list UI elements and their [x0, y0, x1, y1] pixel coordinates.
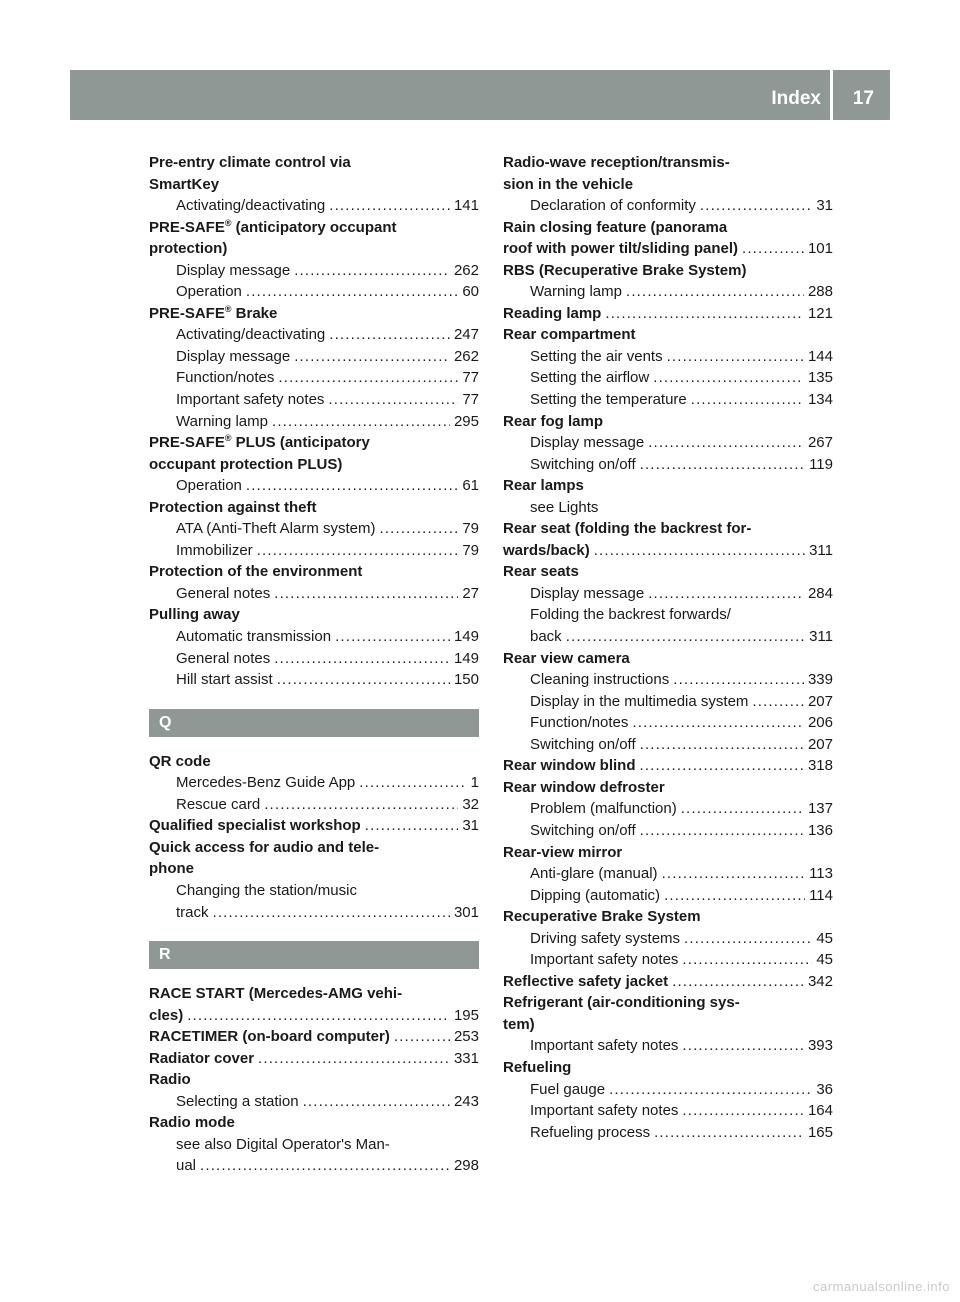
- index-entry[interactable]: [149, 1026, 479, 1048]
- index-entry: [503, 842, 833, 864]
- index-subentry[interactable]: [503, 346, 833, 368]
- page-reference[interactable]: 247: [453, 326, 479, 344]
- index-block-q: [149, 751, 479, 923]
- entry-text: Rear fog lamp: [503, 412, 604, 430]
- leader-dots: [246, 281, 458, 303]
- leader-dots: [200, 1155, 450, 1177]
- leader-dots: [609, 1079, 812, 1101]
- index-subentry[interactable]: [503, 432, 833, 454]
- page-reference[interactable]: 1: [470, 774, 479, 792]
- page-reference[interactable]: 311: [809, 541, 833, 559]
- leader-dots: [274, 648, 450, 670]
- page-reference[interactable]: 164: [807, 1102, 833, 1120]
- index-subentry: [503, 604, 833, 626]
- index-entry[interactable]: [503, 303, 833, 325]
- entry-text: Activating/deactivating: [176, 326, 326, 344]
- entry-text: Rescue card: [176, 795, 261, 813]
- index-entry: [503, 561, 833, 583]
- entry-text: Important safety notes: [176, 391, 325, 409]
- entry-text: Folding the backrest forwards/: [530, 606, 731, 624]
- index-entry: [503, 1014, 833, 1036]
- page-reference[interactable]: 113: [809, 865, 833, 883]
- leader-dots: [672, 971, 804, 993]
- entry-text: RACETIMER (on-board computer): [149, 1028, 390, 1046]
- index-entry: [503, 992, 833, 1014]
- index-entry: [149, 174, 479, 196]
- entry-text: Display message: [176, 347, 291, 365]
- entry-text: see Lights: [530, 498, 599, 516]
- leader-dots: [359, 772, 466, 794]
- entry-text: Cleaning instructions: [530, 671, 670, 689]
- index-entry: [149, 454, 479, 476]
- entry-text: Selecting a station: [176, 1092, 299, 1110]
- leader-dots: [640, 755, 804, 777]
- entry-text: Display message: [530, 434, 645, 452]
- entry-text: Radiator cover: [149, 1049, 255, 1067]
- index-subentry[interactable]: [149, 794, 479, 816]
- index-subentry[interactable]: [503, 949, 833, 971]
- index-subentry[interactable]: [503, 669, 833, 691]
- leader-dots: [662, 863, 806, 885]
- index-subentry[interactable]: [149, 540, 479, 562]
- index-entry: [503, 260, 833, 282]
- index-subentry[interactable]: [503, 281, 833, 303]
- entry-text: Quick access for audio and tele-: [149, 838, 380, 856]
- page-reference[interactable]: 45: [816, 929, 833, 947]
- entry-text: Operation: [176, 283, 242, 301]
- page-reference[interactable]: 298: [453, 1157, 479, 1175]
- index-subentry[interactable]: [503, 626, 833, 648]
- entry-text: RBS (Recuperative Brake System): [503, 261, 747, 279]
- leader-dots: [640, 820, 804, 842]
- index-subentry[interactable]: [503, 1035, 833, 1057]
- entry-text: Rear seat (folding the backrest for-: [503, 520, 752, 538]
- index-entry: [149, 152, 479, 174]
- index-subentry[interactable]: [503, 1122, 833, 1144]
- page-reference[interactable]: 77: [462, 369, 479, 387]
- index-subentry[interactable]: [503, 1100, 833, 1122]
- entry-text: Reflective safety jacket: [503, 972, 669, 990]
- leader-dots: [294, 260, 450, 282]
- leader-dots: [274, 583, 458, 605]
- entry-text: Protection of the environment: [149, 563, 363, 581]
- page-reference[interactable]: 206: [807, 714, 833, 732]
- index-subentry[interactable]: [149, 626, 479, 648]
- entry-text: Activating/deactivating: [176, 197, 326, 215]
- entry-text: Dipping (automatic): [530, 886, 661, 904]
- index-subentry[interactable]: [149, 260, 479, 282]
- index-subentry[interactable]: [149, 518, 479, 540]
- index-entry[interactable]: [503, 755, 833, 777]
- entry-text: cles): [149, 1006, 184, 1024]
- leader-dots: [626, 281, 804, 303]
- index-subentry[interactable]: [149, 195, 479, 217]
- leader-dots: [648, 432, 804, 454]
- index-subentry[interactable]: [503, 798, 833, 820]
- leader-dots: [335, 626, 450, 648]
- index-subentry[interactable]: [503, 928, 833, 950]
- index-subentry[interactable]: [503, 389, 833, 411]
- entry-text: Driving safety systems: [530, 929, 681, 947]
- leader-dots: [257, 540, 459, 562]
- index-subentry[interactable]: [149, 389, 479, 411]
- index-entry: [149, 751, 479, 773]
- entry-text: Pre-entry climate control via: [149, 154, 351, 171]
- index-subentry[interactable]: [503, 195, 833, 217]
- index-entry: [149, 837, 479, 859]
- index-entry[interactable]: [503, 971, 833, 993]
- page-reference[interactable]: 295: [453, 412, 479, 430]
- page-header: [70, 70, 890, 120]
- page-reference[interactable]: 31: [816, 197, 833, 215]
- index-entry: [503, 777, 833, 799]
- entry-text: Warning lamp: [530, 283, 622, 301]
- index-entry: [503, 217, 833, 239]
- entry-text: Rear window blind: [503, 757, 636, 775]
- leader-dots: [681, 798, 804, 820]
- index-subentry[interactable]: [149, 902, 479, 924]
- section-heading-q: Q: [149, 709, 479, 737]
- index-entry: [503, 411, 833, 433]
- entry-text: Rear lamps: [503, 477, 584, 495]
- page-reference[interactable]: 141: [453, 197, 479, 215]
- leader-dots: [329, 324, 450, 346]
- entry-text: Function/notes: [176, 369, 275, 387]
- entry-text: roof with power tilt/sliding panel): [503, 240, 738, 258]
- index-entry: [149, 303, 479, 325]
- page-reference[interactable]: 79: [462, 520, 479, 538]
- index-subentry[interactable]: [149, 669, 479, 691]
- entry-text: Important safety notes: [530, 951, 679, 969]
- leader-dots: [187, 1005, 450, 1027]
- page-reference[interactable]: 150: [453, 671, 479, 689]
- leader-dots: [700, 195, 812, 217]
- page-reference[interactable]: 318: [807, 757, 833, 775]
- leader-dots: [278, 367, 458, 389]
- index-subentry[interactable]: [503, 691, 833, 713]
- index-entry: [503, 475, 833, 497]
- page-reference[interactable]: 262: [453, 347, 479, 365]
- index-subentry: [503, 497, 833, 519]
- entry-text: tem): [503, 1015, 535, 1033]
- entry-text: occupant protection PLUS): [149, 455, 343, 473]
- index-column-right: [503, 152, 833, 1143]
- entry-text: Rear view camera: [503, 649, 630, 667]
- entry-text: SmartKey: [149, 175, 220, 193]
- page-reference[interactable]: 243: [453, 1092, 479, 1110]
- leader-dots: [742, 238, 804, 260]
- index-subentry[interactable]: [503, 712, 833, 734]
- index-entry: [149, 217, 479, 239]
- entry-text: Setting the temperature: [530, 391, 687, 409]
- index-entry: [149, 497, 479, 519]
- entry-text: Setting the airflow: [530, 369, 650, 387]
- index-subentry[interactable]: [149, 583, 479, 605]
- index-subentry[interactable]: [503, 820, 833, 842]
- entry-text: Display in the multimedia system: [530, 692, 749, 710]
- page-reference[interactable]: 60: [462, 283, 479, 301]
- leader-dots: [682, 1100, 804, 1122]
- page-reference[interactable]: 114: [809, 886, 833, 904]
- page-reference[interactable]: 149: [453, 628, 479, 646]
- page-reference[interactable]: 262: [453, 261, 479, 279]
- index-subentry[interactable]: [503, 863, 833, 885]
- index-entry[interactable]: [149, 1005, 479, 1027]
- index-subentry[interactable]: [503, 583, 833, 605]
- entry-text: Radio mode: [149, 1114, 235, 1132]
- index-block-r: [149, 983, 479, 1177]
- index-entry: [503, 152, 833, 174]
- page-reference[interactable]: 195: [453, 1006, 479, 1024]
- page-reference[interactable]: 119: [809, 455, 833, 473]
- entry-text: Pulling away: [149, 606, 240, 624]
- page-reference[interactable]: 149: [453, 649, 479, 667]
- entry-text: General notes: [176, 649, 271, 667]
- entry-text: Function/notes: [530, 714, 629, 732]
- leader-dots: [682, 949, 812, 971]
- leader-dots: [664, 885, 805, 907]
- page-reference[interactable]: 207: [807, 692, 833, 710]
- leader-dots: [682, 1035, 804, 1057]
- entry-text: phone: [149, 860, 194, 878]
- leader-dots: [379, 518, 458, 540]
- entry-text: Setting the air vents: [530, 347, 663, 365]
- entry-text: Immobilizer: [176, 541, 253, 559]
- leader-dots: [640, 454, 805, 476]
- page-reference[interactable]: 342: [807, 972, 833, 990]
- index-entry: [503, 906, 833, 928]
- leader-dots: [653, 367, 804, 389]
- entry-text: Recuperative Brake System: [503, 908, 701, 926]
- page-number: 17: [852, 88, 874, 109]
- entry-text: Switching on/off: [530, 735, 636, 753]
- index-entry[interactable]: [503, 238, 833, 260]
- index-entry: [503, 648, 833, 670]
- index-subentry[interactable]: [149, 411, 479, 433]
- leader-dots: [394, 1026, 450, 1048]
- entry-text: General notes: [176, 584, 271, 602]
- leader-dots: [246, 475, 458, 497]
- page-reference[interactable]: 134: [807, 391, 833, 409]
- leader-dots: [667, 346, 804, 368]
- leader-dots: [277, 669, 450, 691]
- entry-text: wards/back): [503, 541, 590, 559]
- index-entry: [149, 238, 479, 260]
- leader-dots: [272, 411, 450, 433]
- index-entry: [503, 174, 833, 196]
- index-entry: [149, 1069, 479, 1091]
- index-block-r-continued: [503, 152, 833, 1143]
- entry-text: Automatic transmission: [176, 628, 332, 646]
- index-entry[interactable]: [149, 815, 479, 837]
- leader-dots: [673, 669, 804, 691]
- index-subentry[interactable]: [149, 475, 479, 497]
- page-reference[interactable]: 311: [809, 628, 833, 646]
- entry-text: Important safety notes: [530, 1102, 679, 1120]
- index-subentry[interactable]: [149, 1155, 479, 1177]
- leader-dots: [684, 928, 812, 950]
- page-reference[interactable]: 135: [807, 369, 833, 387]
- index-subentry[interactable]: [503, 885, 833, 907]
- index-entry[interactable]: [149, 1048, 479, 1070]
- entry-text: Warning lamp: [176, 412, 268, 430]
- leader-dots: [752, 691, 804, 713]
- index-entry[interactable]: [503, 540, 833, 562]
- page-reference[interactable]: 284: [807, 584, 833, 602]
- entry-text: Rear window defroster: [503, 778, 665, 796]
- entry-text: Operation: [176, 477, 242, 495]
- leader-dots: [640, 734, 804, 756]
- entry-text: Reading lamp: [503, 304, 602, 322]
- index-entry: [149, 561, 479, 583]
- entry-text: PRE-SAFE® Brake: [149, 303, 278, 322]
- entry-text: PRE-SAFE® (anticipatory occupant: [149, 217, 397, 236]
- entry-text: Declaration of conformity: [530, 197, 696, 215]
- entry-text: Switching on/off: [530, 455, 636, 473]
- leader-dots: [605, 303, 804, 325]
- page-reference[interactable]: 339: [807, 671, 833, 689]
- entry-text: QR code: [149, 752, 211, 770]
- entry-text: RACE START (Mercedes-AMG vehi-: [149, 985, 403, 1003]
- index-block-p: [149, 152, 479, 691]
- index-subentry[interactable]: [503, 1079, 833, 1101]
- page-reference[interactable]: 27: [462, 584, 479, 602]
- page-reference[interactable]: 393: [807, 1037, 833, 1055]
- leader-dots: [329, 195, 450, 217]
- page-reference[interactable]: 32: [462, 795, 479, 813]
- index-entry: [503, 324, 833, 346]
- index-subentry: [149, 1134, 479, 1156]
- page-reference[interactable]: 207: [807, 735, 833, 753]
- entry-text: Problem (malfunction): [530, 800, 677, 818]
- entry-text: Switching on/off: [530, 821, 636, 839]
- entry-text: Important safety notes: [530, 1037, 679, 1055]
- entry-text: Protection against theft: [149, 498, 317, 516]
- entry-text: Radio: [149, 1071, 191, 1089]
- index-subentry: [149, 880, 479, 902]
- entry-text: sion in the vehicle: [503, 175, 634, 193]
- entry-text: Hill start assist: [176, 671, 273, 689]
- leader-dots: [264, 794, 458, 816]
- leader-dots: [632, 712, 804, 734]
- entry-text: Rear-view mirror: [503, 843, 623, 861]
- index-subentry[interactable]: [503, 734, 833, 756]
- index-column-left: [149, 152, 479, 1177]
- index-subentry[interactable]: [149, 281, 479, 303]
- entry-text: Fuel gauge: [530, 1080, 606, 1098]
- page-reference[interactable]: 79: [462, 541, 479, 559]
- page-reference[interactable]: 36: [816, 1080, 833, 1098]
- page-reference[interactable]: 331: [453, 1049, 479, 1067]
- page-reference[interactable]: 45: [816, 951, 833, 969]
- leader-dots: [648, 583, 804, 605]
- leader-dots: [566, 626, 805, 648]
- page-reference[interactable]: 144: [807, 347, 833, 365]
- entry-text: Display message: [176, 261, 291, 279]
- watermark: carmanualsonline.info: [813, 1279, 950, 1294]
- entry-text: Radio-wave reception/transmis-: [503, 154, 730, 171]
- section-heading-r: R: [149, 941, 479, 969]
- index-entry: [149, 1112, 479, 1134]
- index-entry: [149, 983, 479, 1005]
- page-reference[interactable]: 301: [453, 903, 479, 921]
- page-reference[interactable]: 61: [462, 477, 479, 495]
- page-reference[interactable]: 121: [807, 304, 833, 322]
- index-subentry[interactable]: [149, 1091, 479, 1113]
- entry-text: protection): [149, 240, 228, 258]
- index-entry: [149, 858, 479, 880]
- entry-text: Changing the station/music: [176, 881, 357, 899]
- index-subentry[interactable]: [503, 454, 833, 476]
- leader-dots: [213, 902, 450, 924]
- page-reference[interactable]: 77: [462, 391, 479, 409]
- entry-text: Rear seats: [503, 563, 579, 581]
- leader-dots: [303, 1091, 450, 1113]
- entry-text: Rear compartment: [503, 326, 636, 344]
- leader-dots: [691, 389, 804, 411]
- page-reference[interactable]: 267: [807, 434, 833, 452]
- page-reference[interactable]: 137: [807, 800, 833, 818]
- entry-text: ATA (Anti-Theft Alarm system): [176, 520, 376, 538]
- page-reference[interactable]: 101: [807, 240, 833, 258]
- entry-text: track: [176, 903, 209, 921]
- index-entry: [503, 518, 833, 540]
- entry-text: Refueling process: [530, 1123, 651, 1141]
- leader-dots: [594, 540, 805, 562]
- leader-dots: [258, 1048, 450, 1070]
- entry-text: ual: [176, 1157, 197, 1175]
- index-entry: [149, 432, 479, 454]
- entry-text: see also Digital Operator's Man-: [176, 1135, 390, 1153]
- page-reference[interactable]: 253: [453, 1028, 479, 1046]
- index-entry: [503, 1057, 833, 1079]
- header-divider: [830, 70, 833, 120]
- leader-dots: [365, 815, 459, 837]
- leader-dots: [328, 389, 458, 411]
- page-reference[interactable]: 165: [807, 1123, 833, 1141]
- index-subentry[interactable]: [149, 772, 479, 794]
- entry-text: back: [530, 628, 562, 646]
- page-reference[interactable]: 288: [807, 283, 833, 301]
- entry-text: Qualified specialist workshop: [149, 817, 361, 835]
- index-subentry[interactable]: [149, 648, 479, 670]
- index-subentry[interactable]: [503, 367, 833, 389]
- index-subentry[interactable]: [149, 346, 479, 368]
- entry-text: Rain closing feature (panorama: [503, 218, 728, 236]
- entry-text: Display message: [530, 584, 645, 602]
- entry-text: Anti-glare (manual): [530, 865, 658, 883]
- index-subentry[interactable]: [149, 324, 479, 346]
- index-entry: [149, 604, 479, 626]
- index-subentry[interactable]: [149, 367, 479, 389]
- leader-dots: [654, 1122, 804, 1144]
- entry-text: Mercedes-Benz Guide App: [176, 774, 356, 792]
- page-title: Index: [771, 88, 821, 109]
- page-reference[interactable]: 31: [462, 817, 479, 835]
- entry-text: PRE-SAFE® PLUS (anticipatory: [149, 433, 370, 452]
- page-reference[interactable]: 136: [807, 821, 833, 839]
- leader-dots: [294, 346, 450, 368]
- entry-text: Refrigerant (air-conditioning sys-: [503, 994, 740, 1012]
- entry-text: Refueling: [503, 1058, 572, 1076]
